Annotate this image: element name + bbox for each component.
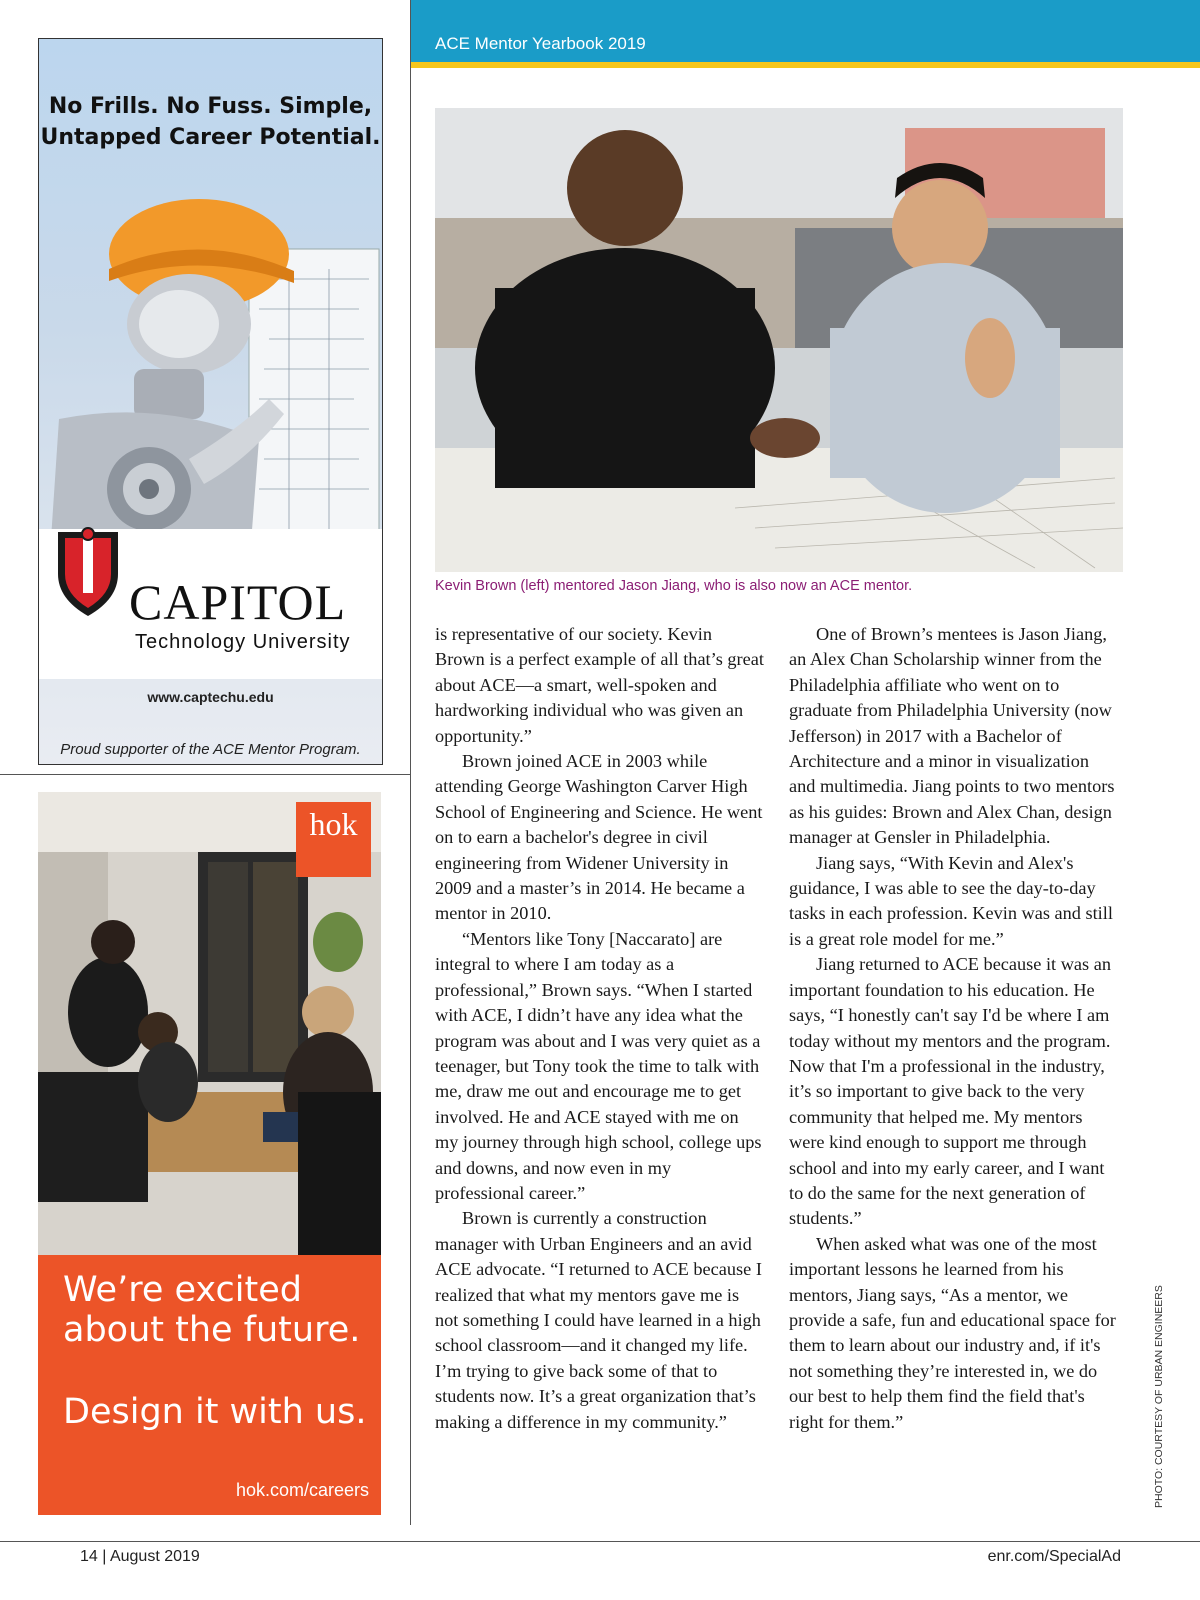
capitol-logo-wordmark: CAPITOL [129,574,347,630]
paragraph: One of Brown’s mentees is Jason Jiang, an Alex Chan Scholarship winner from the Philadelphia affiliate who went on to graduate from Philadelphia University (now Jefferson) in 2017 with a Bachelor of Architecture and a minor in visualization and multimedia. Jiang points to two mentors as his guides: Brown and Alex Chan, design manager at Gensler in Philadelphia. [789,624,1115,848]
paragraph: “Mentors like Tony [Naccarato] are integral to where I am today as a professional,” Brown says. “When I started with ACE, I didn’t have any idea what the program was about and I was very quiet as a teenager, but Tony took the time to talk with me, draw me out and encourage me to get involved. He and ACE stayed with me on my journey through high school, college ups and downs, and now even in my professional career.” [435,928,762,1203]
capitol-shield-icon [53,524,123,619]
paragraph: Brown is currently a construction manager with Urban Engineers and an avid ACE advocate. “I returned to ACE because I realized that what my mentors gave me is not something I could have learned in a high school classroom—and it changed my life. I’m trying to give back some of that to students now. It’s a great organization that’s making a difference in my community.” [435,1208,762,1432]
ad-headline: No Frills. No Fuss. Simple, Untapped Career Potential. [40,94,381,150]
paragraph: Brown joined ACE in 2003 while attending George Washington Carver High School of Engineering and Science. He went on to earn a bachelor's degree in civil engineering from Widener University in 2009 and a master’s in 2014. He became a mentor in 2010. [435,751,763,924]
robot-hardhat-illustration [39,159,382,569]
footer-page-info: 14 | August 2019 [80,1548,200,1565]
capitol-tagline: Proud supporter of the ACE Mentor Program. [60,741,361,758]
paragraph: is representative of our society. Kevin Brown is a perfect example of all that’s great about ACE—a smart, well-spoken and hardworking individual who was given an opportunity.” [435,624,764,746]
paragraph: Jiang says, “With Kevin and Alex's guidance, I was able to see the day-to-day tasks in each profession. Kevin was and still is a great role model for me.” [789,852,1113,949]
footer-divider [0,1541,1200,1542]
hok-advertisement[interactable] [38,792,381,1515]
article-column-left [435,622,765,1435]
footer-url-link[interactable]: enr.com/SpecialAd [987,1548,1121,1565]
capitol-logo-subtitle: Technology University [135,631,351,653]
photo-credit: PHOTO: COURTESY OF URBAN ENGINEERS [1153,1285,1165,1508]
hok-line-2: about the future. [63,1310,361,1350]
publication-title: ACE Mentor Yearbook 2019 [435,34,646,53]
capitol-url-link[interactable]: www.captechu.edu [147,689,274,705]
column-divider [410,0,411,1525]
capitol-advertisement[interactable] [38,38,383,765]
hok-logo: hok [296,802,371,877]
paragraph: Jiang returned to ACE because it was an important foundation to his education. He says, “I honestly can't say I'd be where I am today without my mentors and the program. Now that I'm a professional in the industry, it’s so important to give back to the very community that helped me. My mentors were kind enough to support me through school and into my early career, and I want to do the same for the next generation of students.” [789,954,1111,1229]
mentor-mentee-photo [435,108,1123,572]
ad-divider [0,774,410,775]
hok-line-1: We’re excited [63,1270,302,1310]
hok-url-link[interactable]: hok.com/careers [235,1480,369,1500]
article-column-right [789,622,1119,1435]
photo-caption: Kevin Brown (left) mentored Jason Jiang, who is also now an ACE mentor. [435,578,913,594]
hok-line-3: Design it with us. [63,1392,367,1432]
header-accent-stripe [410,62,1200,68]
paragraph: When asked what was one of the most important lessons he learned from his mentors, Jiang says, “As a mentor, we provide a safe, fun and educational space for them to learn about our industry and, if it's not something they’re interested in, we do our best to help them find the field that's right for them.” [789,1233,1116,1432]
